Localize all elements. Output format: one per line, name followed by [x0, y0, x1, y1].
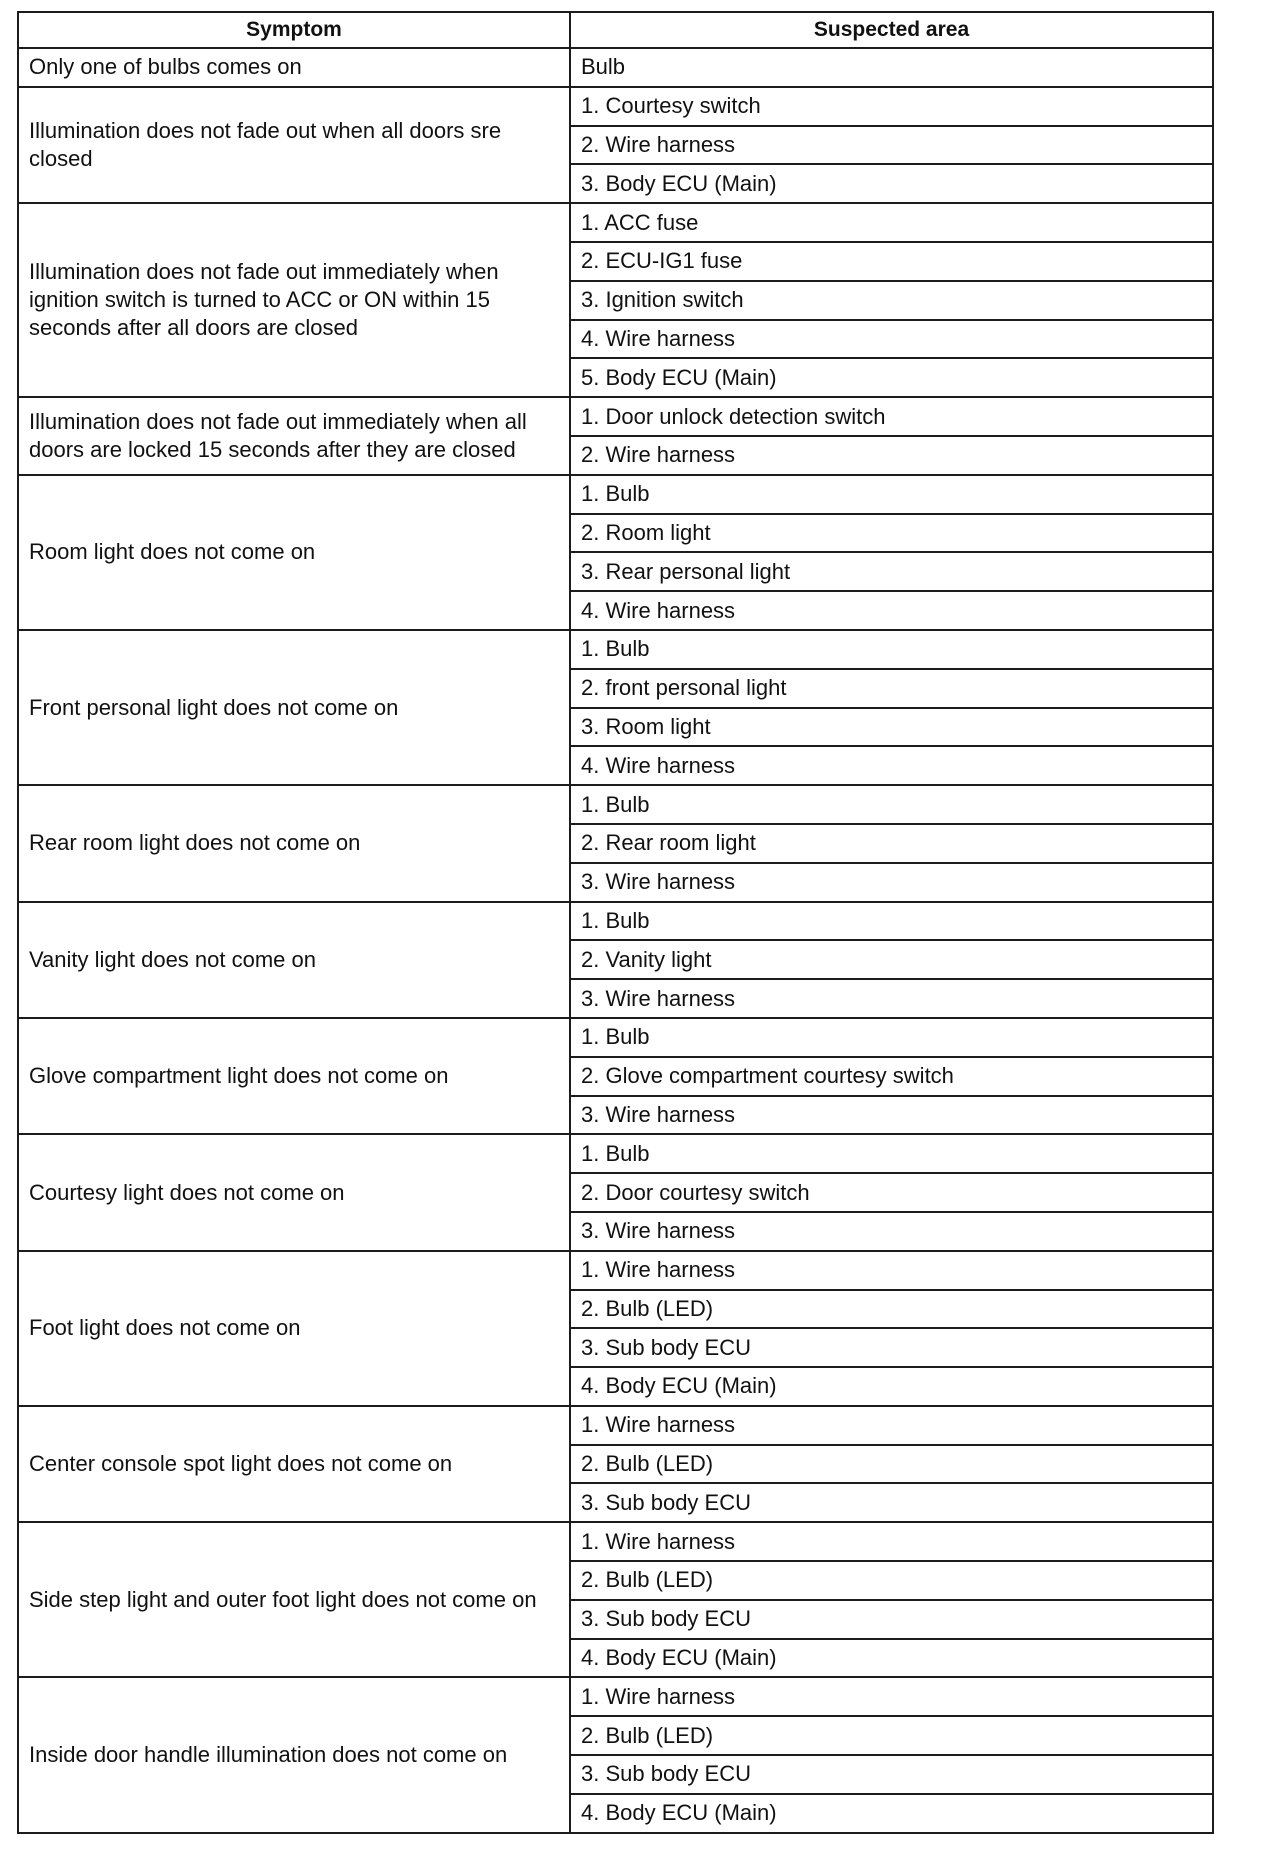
suspected-area-cell: Bulb	[570, 48, 1213, 87]
symptom-cell: Glove compartment light does not come on	[18, 1018, 570, 1134]
suspected-area-cell: 1. Wire harness	[570, 1406, 1213, 1445]
symptom-cell: Room light does not come on	[18, 475, 570, 630]
table-row	[18, 630, 1213, 669]
suspected-area-cell: 1. Door unlock detection switch	[570, 397, 1213, 436]
suspected-area-cell: 2. Door courtesy switch	[570, 1173, 1213, 1212]
table-row	[18, 1018, 1213, 1057]
suspected-area-cell: 2. Wire harness	[570, 126, 1213, 165]
suspected-area-cell: 4. Body ECU (Main)	[570, 1367, 1213, 1406]
suspected-area-cell: 4. Body ECU (Main)	[570, 1794, 1213, 1833]
suspected-area-cell: 2. Glove compartment courtesy switch	[570, 1057, 1213, 1096]
suspected-area-cell: 3. Room light	[570, 708, 1213, 747]
suspected-area-cell: 4. Wire harness	[570, 591, 1213, 630]
symptom-cell: Inside door handle illumination does not come on	[18, 1677, 570, 1832]
symptom-cell: Illumination does not fade out when all doors sre closed	[18, 87, 570, 203]
symptom-cell: Illumination does not fade out immediately when all doors are locked 15 seconds after they are closed	[18, 397, 570, 475]
table-row	[18, 1406, 1213, 1445]
table-row	[18, 785, 1213, 824]
suspected-area-cell: 1. ACC fuse	[570, 203, 1213, 242]
suspected-area-cell: 5. Body ECU (Main)	[570, 358, 1213, 397]
suspected-area-cell: 1. Bulb	[570, 902, 1213, 941]
suspected-area-cell: 2. Bulb (LED)	[570, 1290, 1213, 1329]
suspected-area-cell: 3. Body ECU (Main)	[570, 164, 1213, 203]
suspected-area-cell: 4. Wire harness	[570, 320, 1213, 359]
suspected-area-cell: 2. Room light	[570, 514, 1213, 553]
suspected-area-cell: 3. Sub body ECU	[570, 1755, 1213, 1794]
table-row	[18, 48, 1213, 87]
table-row	[18, 1251, 1213, 1290]
column-header-suspected-area: Suspected area	[570, 12, 1213, 48]
suspected-area-cell: 1. Wire harness	[570, 1522, 1213, 1561]
suspected-area-cell: 2. Wire harness	[570, 436, 1213, 475]
symptom-cell: Courtesy light does not come on	[18, 1134, 570, 1250]
suspected-area-cell: 2. Bulb (LED)	[570, 1445, 1213, 1484]
suspected-area-cell: 1. Bulb	[570, 785, 1213, 824]
table-row	[18, 902, 1213, 941]
symptom-cell: Rear room light does not come on	[18, 785, 570, 901]
symptom-cell: Side step light and outer foot light does not come on	[18, 1522, 570, 1677]
table-body	[18, 48, 1213, 1833]
suspected-area-cell: 1. Bulb	[570, 1134, 1213, 1173]
suspected-area-cell: 1. Courtesy switch	[570, 87, 1213, 126]
table-row	[18, 397, 1213, 436]
table-row	[18, 1134, 1213, 1173]
symptom-cell: Foot light does not come on	[18, 1251, 570, 1406]
suspected-area-cell: 4. Wire harness	[570, 746, 1213, 785]
table-row	[18, 1522, 1213, 1561]
suspected-area-cell: 3. Wire harness	[570, 979, 1213, 1018]
suspected-area-cell: 1. Bulb	[570, 1018, 1213, 1057]
suspected-area-cell: 2. Bulb (LED)	[570, 1716, 1213, 1755]
suspected-area-cell: 2. Bulb (LED)	[570, 1561, 1213, 1600]
table-row	[18, 203, 1213, 242]
table-row	[18, 475, 1213, 514]
table-row	[18, 87, 1213, 126]
column-header-symptom: Symptom	[18, 12, 570, 48]
symptom-cell: Only one of bulbs comes on	[18, 48, 570, 87]
symptom-cell: Illumination does not fade out immediately when ignition switch is turned to ACC or ON within 15 seconds after all doors are closed	[18, 203, 570, 397]
suspected-area-cell: 2. front personal light	[570, 669, 1213, 708]
suspected-area-cell: 3. Wire harness	[570, 863, 1213, 902]
table-header-row	[18, 12, 1213, 48]
suspected-area-cell: 3. Sub body ECU	[570, 1600, 1213, 1639]
suspected-area-cell: 3. Sub body ECU	[570, 1328, 1213, 1367]
suspected-area-cell: 1. Bulb	[570, 630, 1213, 669]
suspected-area-cell: 1. Wire harness	[570, 1677, 1213, 1716]
suspected-area-cell: 3. Rear personal light	[570, 552, 1213, 591]
suspected-area-cell: 3. Wire harness	[570, 1096, 1213, 1135]
symptom-cell: Front personal light does not come on	[18, 630, 570, 785]
troubleshooting-sheet	[17, 11, 1212, 1834]
suspected-area-cell: 3. Ignition switch	[570, 281, 1213, 320]
symptom-cell: Vanity light does not come on	[18, 902, 570, 1018]
suspected-area-cell: 3. Sub body ECU	[570, 1483, 1213, 1522]
suspected-area-cell: 1. Bulb	[570, 475, 1213, 514]
symptom-cell: Center console spot light does not come on	[18, 1406, 570, 1522]
symptom-table	[17, 11, 1214, 1834]
suspected-area-cell: 2. ECU-IG1 fuse	[570, 242, 1213, 281]
suspected-area-cell: 2. Rear room light	[570, 824, 1213, 863]
suspected-area-cell: 1. Wire harness	[570, 1251, 1213, 1290]
suspected-area-cell: 2. Vanity light	[570, 940, 1213, 979]
table-row	[18, 1677, 1213, 1716]
suspected-area-cell: 3. Wire harness	[570, 1212, 1213, 1251]
suspected-area-cell: 4. Body ECU (Main)	[570, 1639, 1213, 1678]
